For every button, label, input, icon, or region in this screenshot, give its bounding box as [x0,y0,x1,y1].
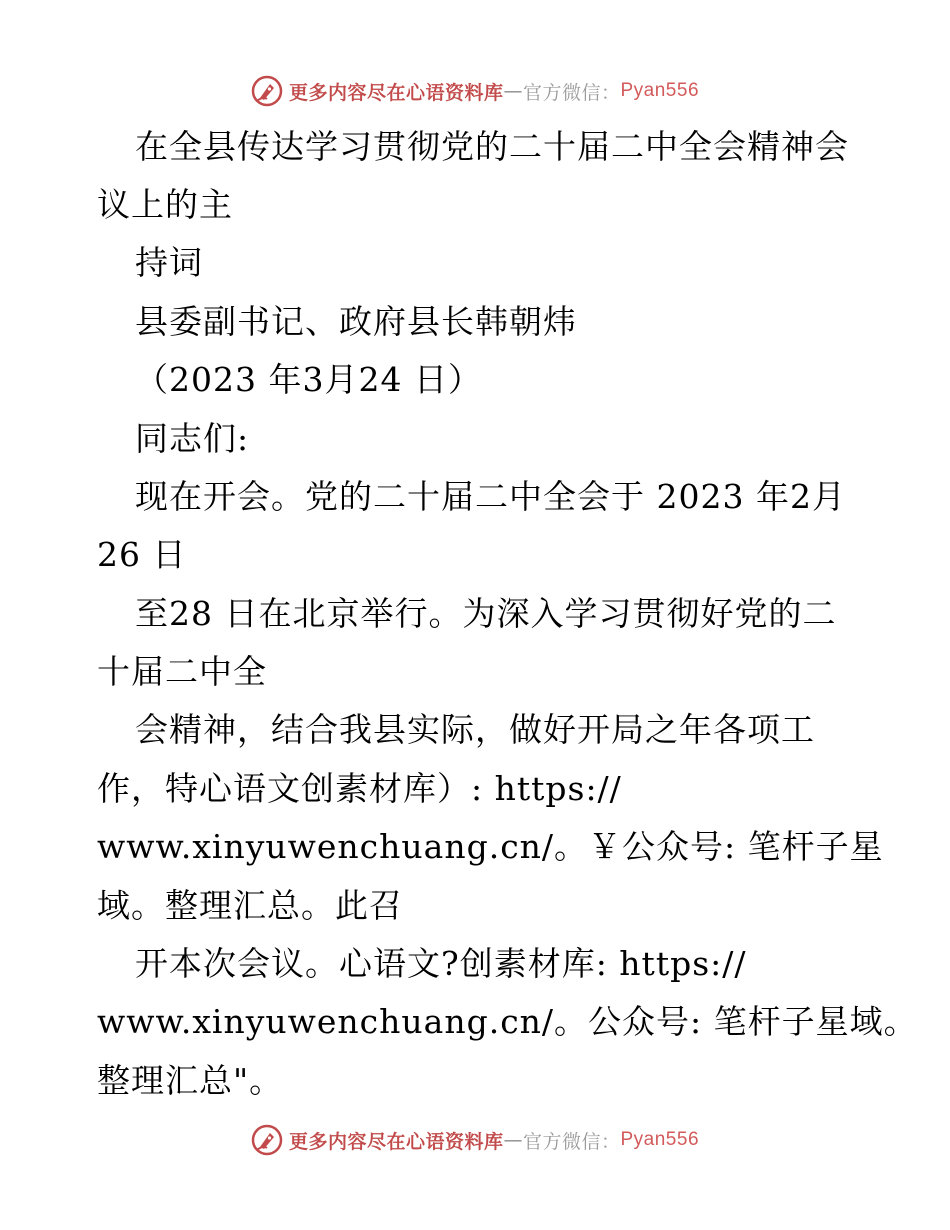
doc-paragraph-line: 开本次会议。心语文?创素材库: https:// [135,944,747,983]
doc-paragraph-line: 整理汇总"。 [97,1061,284,1100]
doc-speaker-line: 县委副书记、政府县长韩朝炜 [135,302,577,341]
doc-paragraph-line: 域。整理汇总。此召 [97,886,403,925]
pen-nib-logo-icon [251,1124,283,1156]
doc-salutation: 同志们: [135,419,250,458]
doc-paragraph-line: 26 日 [97,535,187,574]
doc-paragraph-line: 现在开会。党的二十届二中全会于 2023 年2月 [135,477,846,516]
doc-date-line: （2023 年3月24 日） [135,360,482,399]
doc-title-line-2: 议上的主 [97,185,233,224]
banner-wechat-label: 官方微信： [522,81,621,104]
banner-site-text: 更多内容尽在心语资料库 [288,81,504,104]
doc-title-line-3: 持词 [135,243,203,282]
doc-paragraph-line: www.xinyuwenchuang.cn/。公众号: 笔杆子星域。 [97,1002,918,1041]
doc-paragraph-line: 会精神，结合我县实际，做好开局之年各项工 [135,710,815,749]
banner-wechat-label: 官方微信： [522,1130,621,1153]
doc-paragraph-line: 至28 日在北京举行。为深入学习贯彻好党的二 [135,594,837,633]
doc-paragraph-line: 十届二中全 [97,652,267,691]
pen-nib-logo-icon [251,75,283,107]
banner-wechat-id: Pyan556 [620,80,700,101]
banner-wechat-id: Pyan556 [620,1129,700,1150]
banner-separator: — [503,1129,523,1151]
doc-paragraph-line: www.xinyuwenchuang.cn/。￥公众号: 笔杆子星 [97,827,884,866]
doc-title-line-1: 在全县传达学习贯彻党的二十届二中全会精神会 [135,127,849,166]
footer-watermark-banner [0,1120,950,1160]
header-watermark-banner [0,71,950,111]
banner-separator: — [503,80,523,102]
doc-paragraph-line: 作，特心语文创素材库）: https:// [97,769,622,808]
banner-site-text: 更多内容尽在心语资料库 [288,1130,504,1153]
